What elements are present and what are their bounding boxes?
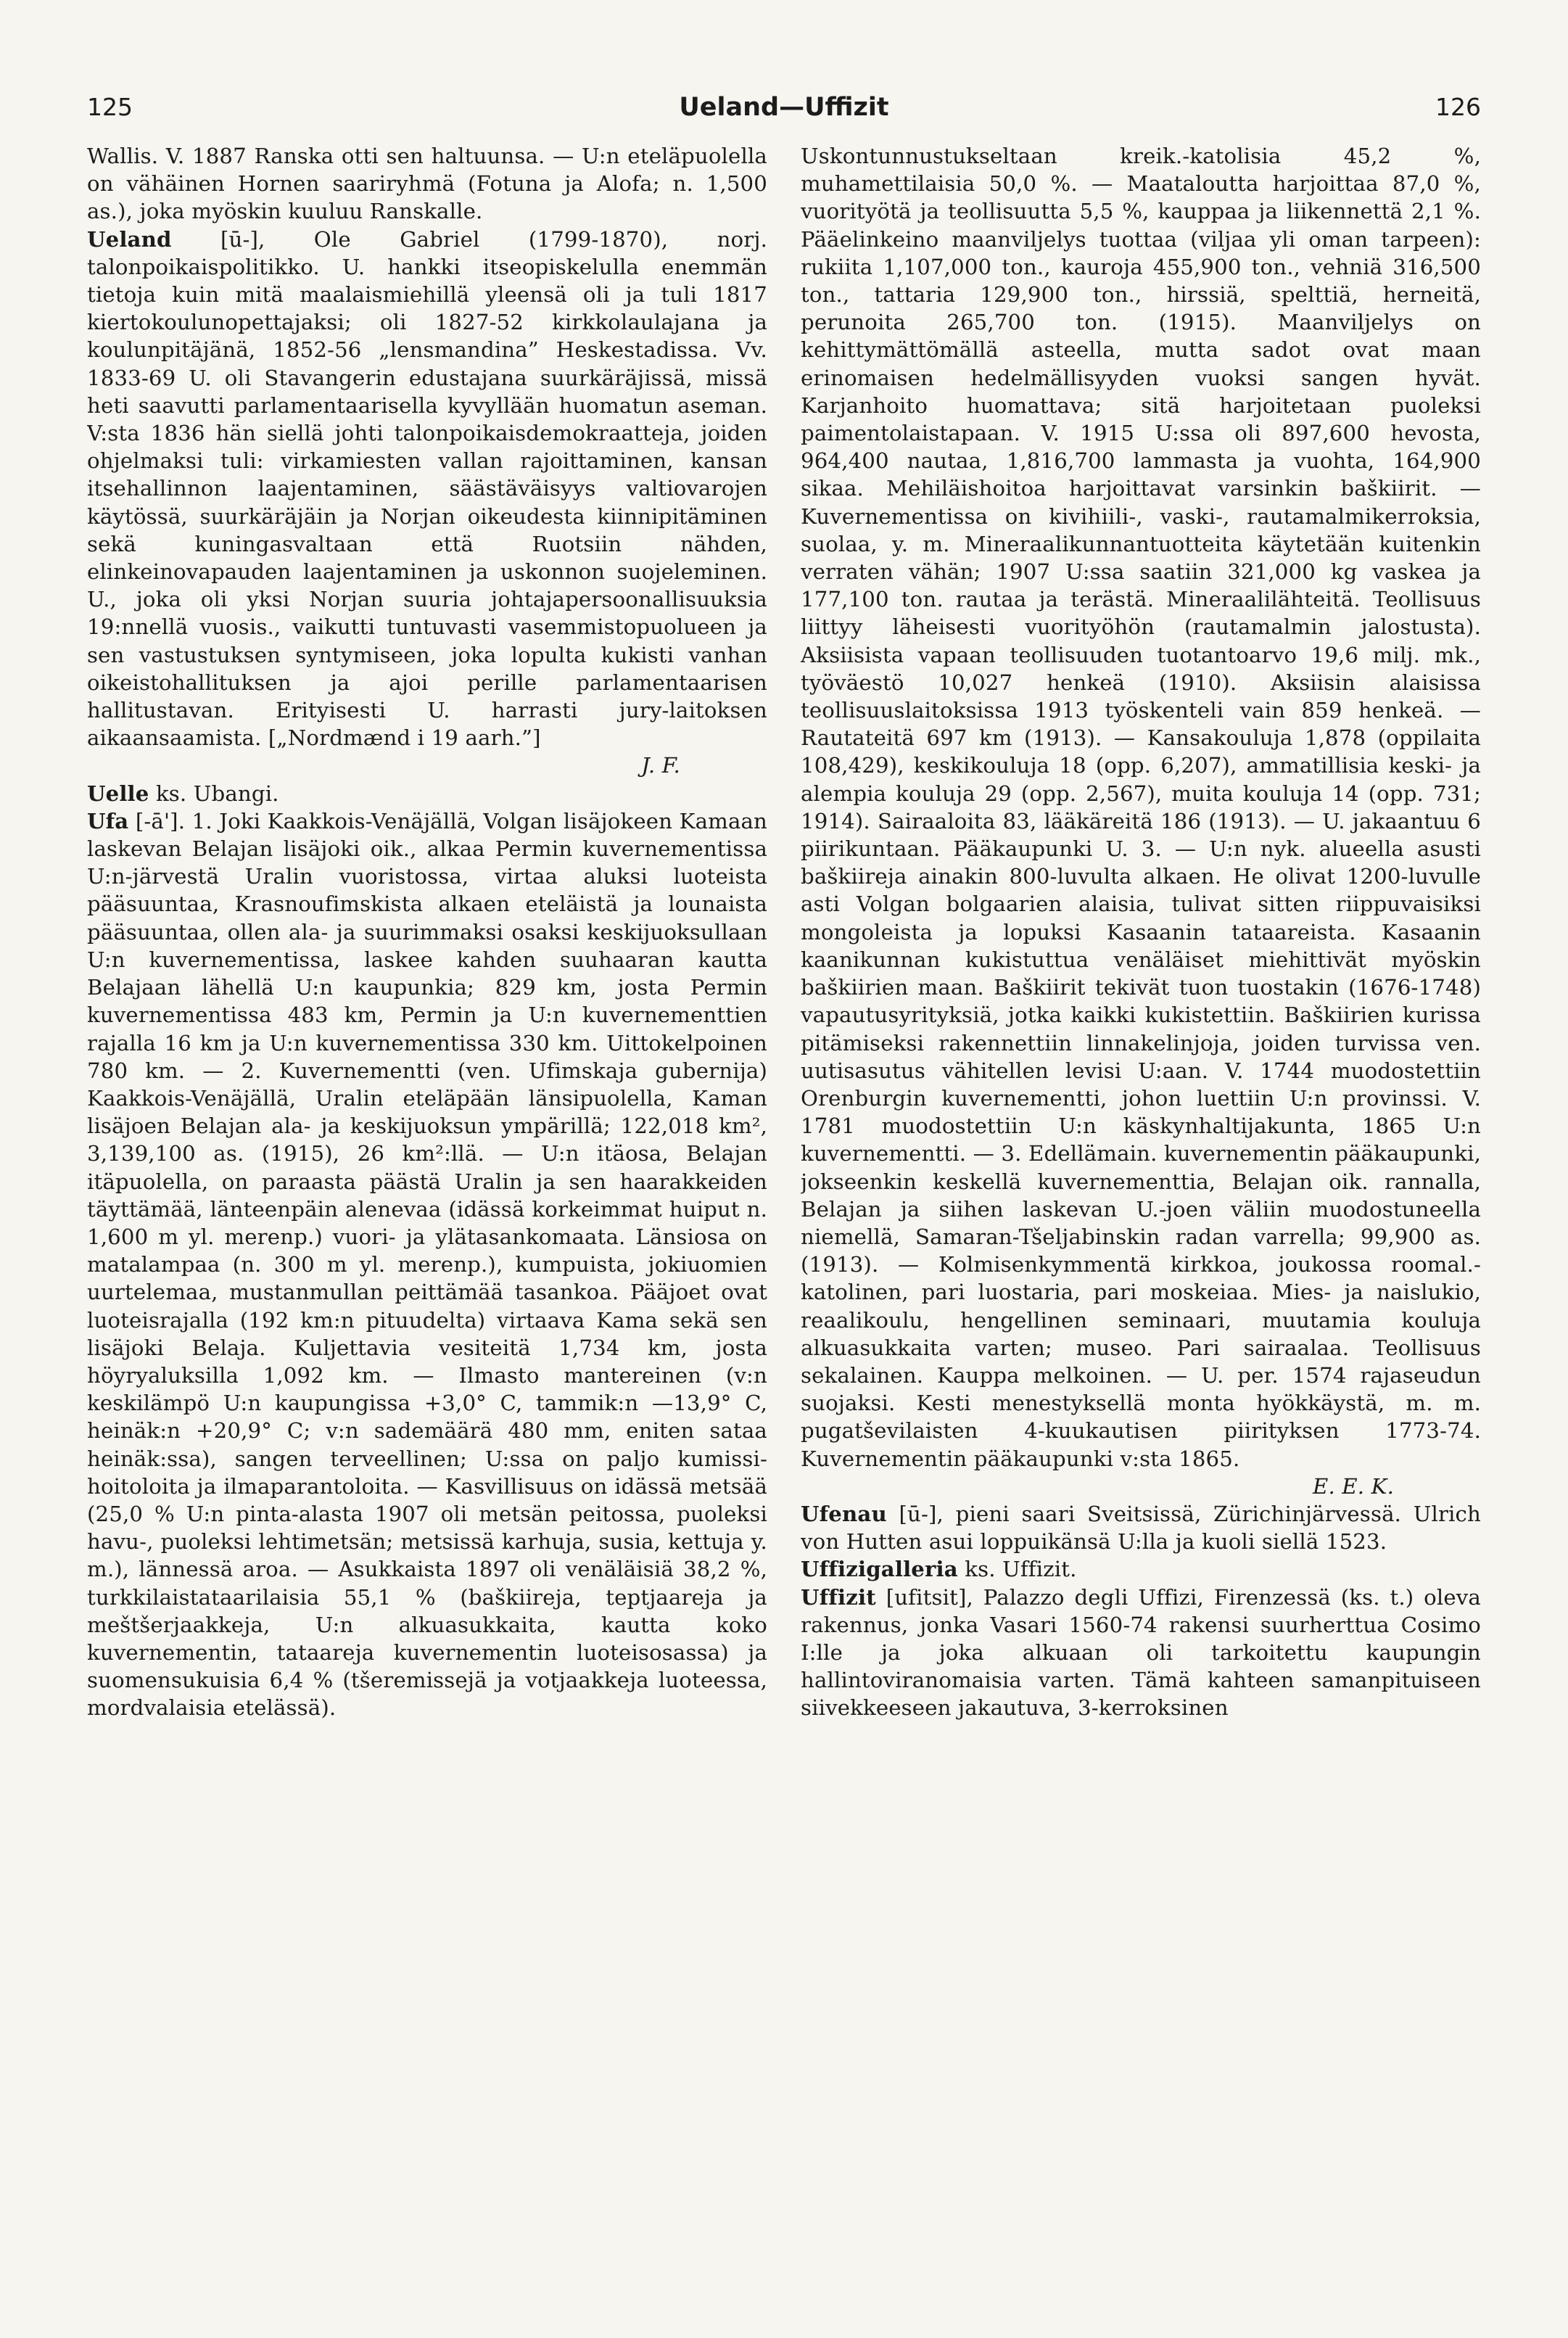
headword: Uffizigalleria xyxy=(801,1557,958,1582)
article-ufa: Ufa [-ā']. 1. Joki Kaakkois-Venäjällä, Volgan lisäjokeen Kamaan laskevan Belajan lisäjoki oik., alkaa Permin kuvernementissa U:n-järvestä Uralin vuoristossa, virtaa aluksi luoteista pääsuuntaa, Krasnoufimskista alkaen eteläistä ja lounaista pääsuuntaa, ollen ala- ja suurimmaksi osaksi keskijuoksullaan U:n kuvernementissa, laskee kahden suuhaaran kautta Belajaan lähellä U:n kaupunkia; 829 km, josta Permin kuvernementissa 483 km, Permin ja U:n kuvernementtien rajalla 16 km ja U:n kuvernementissa 330 km. Uittokelpoinen 780 km. — 2. Kuvernementti (ven. Ufimskaja gubernija) Kaakkois-Venäjällä, Uralin eteläpään länsipuolella, Kaman lisäjoen Belajan ala- ja keskijuoksun ympärillä; 122,018 km², 3,139,100 as. (1915), 26 km²:llä. — U:n itäosa, Belajan itäpuolella, on paraasta päästä Uralin ja sen haarakkeiden täyttämää, länteenpäin alenevaa (idässä korkeimmat huiput n. 1,600 m yl. merenp.) vuori- ja ylätasankomaata. Länsiosa on matalampaa (n. 300 m yl. merenp.), kumpuista, jokiuomien uurtelemaa, mustanmullan peittämää tasankoa. Pääjoet ovat luoteisrajalla (192 km:n pituudelta) virtaava Kama sekä sen lisäjoki Belaja. Kuljettavia vesiteitä 1,734 km, josta höyryaluksilla 1,092 km. — Ilmasto mantereinen (v:n keskilämpö U:n kaupungissa +3,0° C, tammik:n —13,9° C, heinäk:n +20,9° C; v:n sademäärä 480 mm, eniten sataa heinäk:ssa), sangen terveellinen; U:ssa on paljo kumissi-hoitoloita ja ilmaparantoloita. — Kasvillisuus on idässä metsää (25,0 % U:n pinta-alasta 1907 oli metsän peitossa, puoleksi havu-, puoleksi lehtimetsän; metsissä karhuja, susia, kettuja y. m.), lännessä aroa. — Asukkaista 1897 oli venäläisiä 38,2 %, turkkilaistataarilaisia 55,1 % (baškiireja, teptjaareja ja meštšerjaakkeja, U:n alkuasukkaita, kautta koko kuvernementin, tataareja kuvernementin luoteisosassa) ja suomensukuisia 6,4 % (tšeremissejä ja votjaakkeja luoteessa, mordvalaisia etelässä). xyxy=(87,808,767,1721)
article-ufa-continued: Uskontunnustukseltaan kreik.-katolisia 45,2 %, muhamettilaisia 50,0 %. — Maataloutta harjoittaa 87,0 %, vuorityötä ja teollisuutta 5,5 %, kauppaa ja liikennettä 2,1 %. Pääelinkeino maanviljelys tuottaa (viljaa yli oman tarpeen): rukiita 1,107,000 ton., kauroja 455,900 ton., vehniä 316,500 ton., tattaria 129,900 ton., hirssiä, spelttiä, herneitä, perunoita 265,700 ton. (1915). Maanviljelys on kehittymättömällä asteella, mutta sadot ovat maan erinomaisen hedelmällisyyden vuoksi sangen hyvät. Karjanhoito huomattava; sitä harjoitetaan puoleksi paimentolaistapaan. V. 1915 U:ssa oli 897,600 hevosta, 964,400 nautaa, 1,816,700 lammasta ja vuohta, 164,900 sikaa. Mehiläishoitoa harjoittavat varsinkin baškiirit. — Kuvernementissa on kivihiili-, vaski-, rautamalmikerroksia, suolaa, y. m. Mineraalikunnantuotteita käytetään kuitenkin verraten vähän; 1907 U:ssa saatiin 321,000 kg vaskea ja 177,100 ton. rautaa ja terästä. Mineraalilähteitä. Teollisuus liittyy läheisesti vuorityöhön (rautamalmin jalostusta). Aksiisista vapaan teollisuuden tuotantoarvo 19,6 milj. mk., työväestö 10,027 henkeä (1910). Aksiisin alaisissa teollisuuslaitoksissa 1913 työskenteli vain 859 henkeä. — Rautateitä 697 km (1913). — Kansakouluja 1,878 (oppilaita 108,429), keskikouluja 18 (opp. 6,207), ammatillisia keski- ja alempia kouluja 29 (opp. 2,567), muita kouluja 14 (opp. 731; 1914). Sairaaloita 83, lääkäreitä 186 (1913). — U. jakaantuu 6 piirikuntaan. Pääkaupunki U. 3. — U:n nyk. alueella asusti baškiireja ainakin 800-luvulta alkaen. He olivat 1200-luvulle asti Volgan bolgaarien alaisia, tulivat sitten riippuvaisiksi mongoleista ja lopuksi Kasaanin tataareista. Kasaanin kaanikunnan kukistuttua venäläiset miehittivät myöskin baškiirien maan. Baškiirit tekivät tuon tuostakin (1676-1748) vapautusyrityksiä, jotka kaikki kukistettiin. Baškiirien kurissa pitämiseksi rakennettiin linnakelinjoja, joiden turvissa ven. uutisasutus vähitellen levisi U:aan. V. 1744 muodostettiin Orenburgin kuvernementti, johon luettiin U:n provinssi. V. 1781 muodostettiin U:n käskynhaltijakunta, 1865 U:n kuvernementti. — 3. Edellämain. kuvernementin pääkaupunki, jokseenkin keskellä kuvernementtia, Belajan oik. rannalla, Belajan ja siihen laskevan U.-joen väliin muodostuneella niemellä, Samaran-Tšeljabinskin radan varrella; 99,900 as. (1913). — Kolmisenkymmentä kirkkoa, joukossa roomal.-katolinen, pari luostaria, pari moskeiaa. Mies- ja naislukio, reaalikoulu, hengellinen seminaari, muutamia kouluja alkuasukkaita varten; museo. Pari sairaalaa. Teollisuus sekalainen. Kauppa melkoinen. — U. per. 1574 rajaseudun suojaksi. Kesti menestyksellä monta hyökkäystä, m. m. pugatševilaisten 4-kuukautisen piirityksen 1773-74. Kuvernementin pääkaupunki v:sta 1865. xyxy=(801,144,1481,1471)
page-number-left: 125 xyxy=(87,93,133,121)
article-uffizit: Uffizit [ufitsit], Palazzo degli Uffizi, Firenzessä (ks. t.) oleva rakennus, jonka Vasari 1560-74 rakensi suurherttua Cosimo I:lle ja joka alkuaan oli tarkoitettu kaupungin hallintoviranomaisia varten. Tämä kahteen samanpituiseen siivekkeeseen jakautuva, 3-kerroksinen xyxy=(801,1584,1481,1721)
page-header xyxy=(87,93,1481,131)
headword: Ufa xyxy=(87,808,129,833)
running-title: Ueland—Uffizit xyxy=(679,93,889,122)
article-continuation-wallis: Wallis. V. 1887 Ranska otti sen haltuunsa. — U:n eteläpuolella on vähäinen Hornen saariryhmä (Fotuna ja Alofa; n. 1,500 as.), joka myöskin kuuluu Ranskalle. xyxy=(87,144,767,224)
article-ueland: Ueland [ū-], Ole Gabriel (1799-1870), norj. talonpoikaispolitikko. U. hankki itseopiskelulla enemmän tietoja kuin mitä maalaismiehillä yleensä oli ja tuli 1817 kiertokoulunopettajaksi; oli 1827-52 kirkkolaulajana ja koulunpitäjänä, 1852-56 „lensmandina” Heskestadissa. Vv. 1833-69 U. oli Stavangerin edustajana suurkäräjissä, missä heti saavutti parlamentaarisella kyvyllään huomatun aseman. V:sta 1836 hän siellä johti talonpoikaisdemokraatteja, joiden ohjelmaksi tuli: virkamiesten vallan rajoittaminen, kansan itsehallinnon laajentaminen, säästäväisyys valtiovarojen käytössä, suurkäräjäin ja Norjan oikeudesta kiinnipitäminen sekä kuningasvaltaan että Ruotsiin nähden, elinkeinovapauden laajentaminen ja uskonnon suojeleminen. U., joka oli yksi Norjan suuria johtajapersoonallisuuksia 19:nnellä vuosis., vaikutti tuntuvasti vasemmistopuolueen ja sen vastustuksen syntymiseen, joka lopulta kukisti vanhan oikeistohallituksen ja ajoi perille parlamentaarisen hallitustavan. Erityisesti U. harrasti jury-laitoksen aikaansaamista. [„Nordmænd i 19 aarh.”] xyxy=(87,226,767,751)
headword: Ufenau xyxy=(801,1501,887,1526)
article-uelle: Uelle ks. Ubangi. xyxy=(87,781,279,806)
headword: Uelle xyxy=(87,781,149,806)
headword: Ueland xyxy=(87,226,172,252)
article-ufenau: Ufenau [ū-], pieni saari Sveitsissä, Zürichinjärvessä. Ulrich von Hutten asui loppuikänsä U:lla ja kuoli siellä 1523. xyxy=(801,1501,1481,1555)
left-column xyxy=(87,142,767,2304)
right-column xyxy=(801,142,1481,2304)
article-uffizigalleria: Uffizigalleria ks. Uffizit. xyxy=(801,1557,1077,1582)
page-number-right: 126 xyxy=(1435,93,1481,121)
headword: Uffizit xyxy=(801,1584,876,1610)
author-signature: E. E. K. xyxy=(1312,1473,1394,1499)
author-signature: J. F. xyxy=(641,753,680,778)
